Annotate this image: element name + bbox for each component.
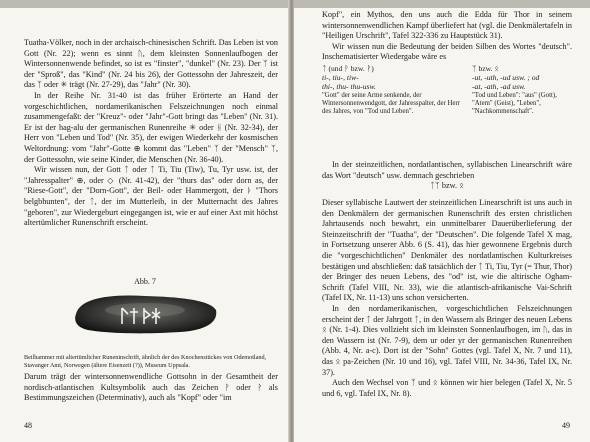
table-cell: ti-, tiu-, tiw- xyxy=(322,73,359,83)
scan-edge xyxy=(294,0,590,8)
left-text-lower xyxy=(24,372,278,404)
table-cell: thi-, thu- thu-usw. xyxy=(322,82,376,92)
table-cell: "Gott" der seine Arme senkende, der Wintersonnenwendgott, der Jahresspalter, der Herr des Jahres, von "Tod und Leben". xyxy=(322,91,460,116)
right-paragraph-6: Auch den Wechsel von ᛉ und ᛟ können wir hier belegen (Tafel X, Nr. 5 und 6, vgl. Tafel IX, Nr. 8). xyxy=(322,378,572,398)
right-paragraph-3: In der steinzeitlichen, nordatlantischen, syllabischen Linearschrift wäre das Wort "deutsch" usw. demnach geschrieben xyxy=(322,160,572,180)
right-paragraph-2: Wir wissen nun die Bedeutung der beiden Silben des Wortes "deutsch". Inschematisierter Wiedergabe wäre es xyxy=(322,41,572,62)
figure-caption: Beilhammer mit altertümlicher Runeninschrift, ähnlich der des Knochenstückes von Odemotland, Stavanger Amt, Norwegen (ältere Eisenzeit (?)), Museum Uppsala. xyxy=(24,354,267,369)
left-paragraph-3: Wir wissen nun, der Gott ᛏ oder ᛏ Ti, Tiu (Tiw), Tu, Tyr usw. ist, der "Jahresspalter" ⊕, oder ◇ (Nr. 41-42), der "thurs das" oder dorn as, der "Riese-Gott", der "Dorn-Gott", der Beil- oder Hammergott, der ᚦ "Thors belgbhunten", der ᛏ, der im Mutterleib, in der Mutternacht des Jahres "geboren", zur Wiedergeburt eingegangen ist, wie er auf einer Axt mit höchst altertümlicher Runenschrift erscheint. xyxy=(24,165,278,228)
right-text-middle xyxy=(322,160,572,192)
syllable-table xyxy=(322,64,572,154)
right-text-top xyxy=(322,10,572,63)
left-paragraph-1: Tuatha-Völker, noch in der archaisch-chinesischen Schrift. Das Leben ist von Gott (Nr. 22); wenn es sinnt ᚢ, dem kleinsten Sonnenlaufbogen der Wintersonnenwende befindet, so ist es "finster", "dunkel" (Nr. 23). Der ᛉ ist der "Sproß", das "Kind" (Nr. 24 bis 26), der Gottessohn der Jahreszeit, der das ᛉ oder ✳ trägt (Nr. 27-29), das "Jahr" (Nr. 30). xyxy=(24,38,278,90)
right-paragraph-1: Kopf", ein Mythos, den uns auch die Edda für Thor in seinem wintersonnenwendlichen Kampf überliefert hat (vgl. die Denkmälertafeln in "Heiligen Urschrift", Tafel 322-336 zu Hauptstück 31). xyxy=(322,10,572,41)
left-paragraph-4: Darum trägt der wintersonnenwendliche Gottsohn in der Gesamtheit der nordisch-atlantischen Kultsymbolik auch das Zeichen ᚹ oder ᚹ als Bestimmungszeichen (Determinativ), auch als "Kopf" oder "im xyxy=(24,372,278,403)
left-text-block xyxy=(24,38,278,229)
axe-hammer-figure xyxy=(70,288,220,338)
table-cell: ᛉ bzw. ᛟ xyxy=(472,64,499,73)
table-cell: -ut, -uth, -ud usw. ; od xyxy=(472,73,540,83)
rune-example: ᛏᛉ bzw. ᛟ xyxy=(430,181,464,191)
syllable-column-left xyxy=(322,64,462,116)
page-number-left: 48 xyxy=(24,421,32,430)
scan-edge xyxy=(0,0,290,8)
right-paragraph-5: In den nordamerikanischen, vorgeschichtlichen Felszeichnungen erscheint der ᛏ der Jahrgott ᛏ, in den Wassern als Bringer des neuen Lebens ᛟ (Nr. 1-4). Dies vollzieht sich im kleinsten Sonnenlaufbogen, im ᚢ, das in den Wassern ist (Nr. 7-9), dem ur oder yr der germanischen Runenreihen (Abb. 4, Nr. a-c). Dort ist der "Sohn" Gottes (vgl. Tafel X, Nr. 7 und 11), das ᛟ pa-Zeichen (Nr. 10 und 16), vgl. Tafel VIII, Nr. 34-36, Tafel IX, Nr. 37). xyxy=(322,303,572,377)
left-paragraph-2: In der Reihe Nr. 31-40 ist das früher Erörterte an Hand der vorgeschichtlichen, nordamerikanischen Felszeichnungen noch einmal zusammengefaßt: der "Kreuz"- oder "Jahr"-Gott bringt das "Leben" (Nr. 31). Er ist der hag-alu der germanischen Runenreihe ✳ oder ᚺ (Nr. 32-34), der Herr von "Leben und Tod" (Nr. 35), der ewigen Wiederkehr der kosmischen Weltordnung: vom "Jahr"-Gotte ⊕ kommt das "Leben" ᛉ der "Mensch" ᛉ, der Gottessohn, wie seine Kinder, die Menschen (Nr. 36-40). xyxy=(24,90,278,164)
right-page xyxy=(294,0,590,442)
table-cell: ᛏ (und ᚹ bzw. ᚹ) xyxy=(322,64,374,73)
right-text-lower xyxy=(322,198,572,399)
page-number-right: 49 xyxy=(562,421,570,430)
table-cell: "Tod und Leben": "aus" (Gott), "Atem" (Geist), "Leben", "Nachkommenschaft". xyxy=(472,91,557,116)
table-cell: -at, -ath, -ad usw. xyxy=(472,82,526,92)
syllable-column-right xyxy=(472,64,577,116)
figure-title: Abb. 7 xyxy=(134,277,156,286)
right-paragraph-4: Dieser syllabische Lautwert der steinzeitlichen Linearschrift ist uns auch in den Denkmälern der germanischen Runenschrift des ersten christlichen Jahrtausends noch bewahrt, ein unmittelbarer Dauerüberlieferung der Steinzeitschrift der "Tuatha", der "Deutschen". Die folgende Tafel X mag, in Fortsetzung unserer Abb. 6 (S. 41), das hier gewonnene Ergebnis durch die "vorgeschichtlichen" Denkmäler des nordatlantischen Kulturkreises bestätigen und abschließen: daß tatsächlich der ᛏ Ti, Tiu, Tyr (= Thur, Thor) der Bringer des neuen Lebens, des "od" ist, wie die altirische Ogham-Schrift (Tafel VIII, Nr. 33), wie die atlantisch-afrikanische Vai-Schrift (Tafel IX, Nr. 11-13) uns schon versicherten. xyxy=(322,198,572,303)
left-page xyxy=(0,0,290,442)
